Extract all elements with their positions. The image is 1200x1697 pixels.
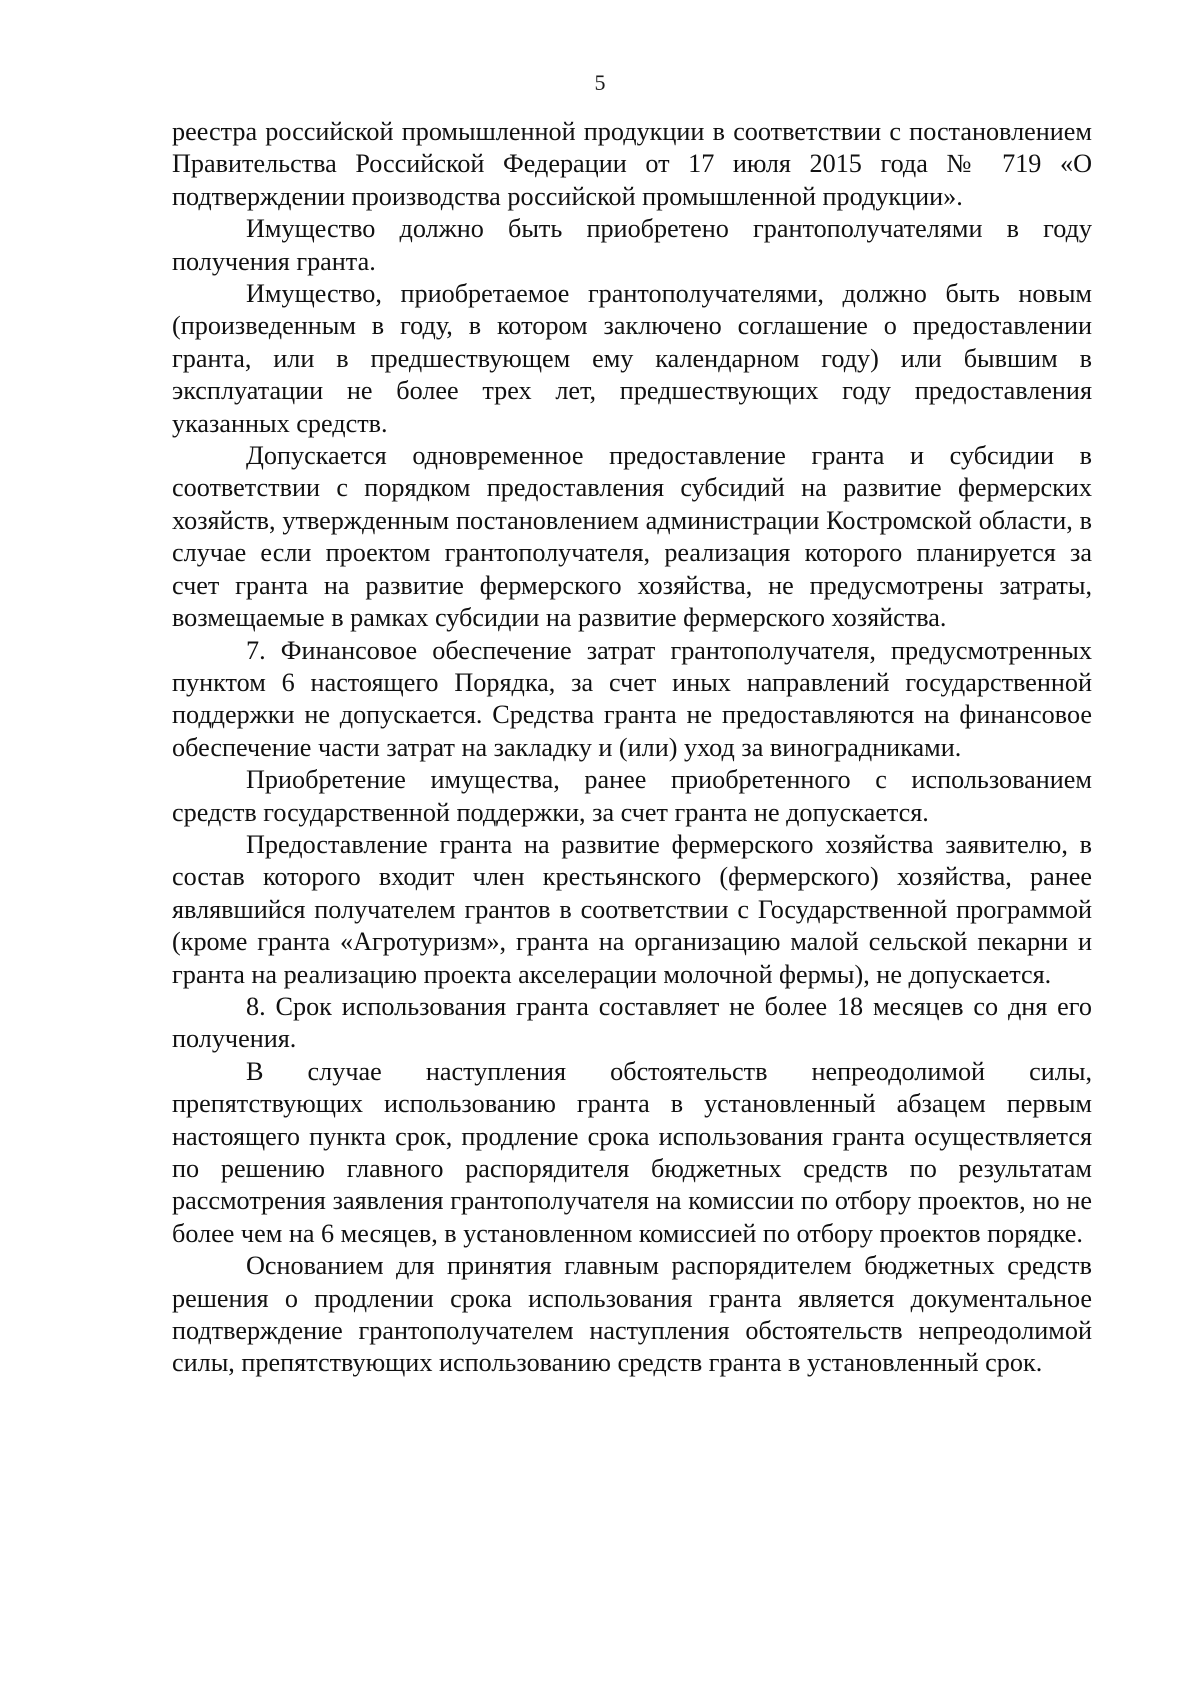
paragraph-registry-continuation: реестра российской промышленной продукции в соответствии с постановлением Правительства Российской Федерации от 17 июля 2015 года № 719 «О подтверждении производства российской промышленной продукции».: [172, 117, 1092, 211]
paragraph-extension-basis: Основанием для принятия главным распорядителем бюджетных средств решения о продлении срока использования гранта является документальное подтверждение грантополучателем наступления обстоятельств непреодолимой силы, препятствующих использованию средств гранта в установленный срок.: [172, 1251, 1092, 1378]
paragraph-simultaneous-grant: Допускается одновременное предоставление гранта и субсидии в соответствии с порядком предоставления субсидий на развитие фермерских хозяйств, утвержденным постановлением администрации Костромской области, в случае если проектом грантополучателя, реализация которого планируется за счет гранта на развитие фермерского хозяйства, не предусмотрены затраты, возмещаемые в рамках субсидии на развитие фермерского хозяйства.: [172, 441, 1092, 633]
paragraph-item-7: 7. Финансовое обеспечение затрат грантополучателя, предусмотренных пунктом 6 настоящего Порядка, за счет иных направлений государственной поддержки не допускается. Средства гранта не предоставляются на финансовое обеспечение части затрат на закладку и (или) уход за виноградниками.: [172, 635, 1092, 762]
paragraph-property-new: Имущество, приобретаемое грантополучателями, должно быть новым (произведенным в году, в котором заключено соглашение о предоставлении гранта, или в предшествующем ему календарном году) или бывшим в эксплуатации не более трех лет, предшествующих году предоставления указанных средств.: [172, 279, 1092, 438]
paragraph-force-majeure: В случае наступления обстоятельств непреодолимой силы, препятствующих использованию гранта в установленный абзацем первым настоящего пункта срок, продление срока использования гранта осуществляется по решению главного распорядителя бюджетных средств по результатам рассмотрения заявления грантополучателя на комиссии по отбору проектов, но не более чем на 6 месяцев, в установленном комиссией по отбору проектов порядке.: [172, 1056, 1092, 1248]
paragraph-acquisition-year: Имущество должно быть приобретено грантополучателями в году получения гранта.: [172, 214, 1092, 276]
paragraph-prior-recipient: Предоставление гранта на развитие фермерского хозяйства заявителю, в состав которого входит член крестьянского (фермерского) хозяйства, ранее являвшийся получателем грантов в соответствии с Государственной программой (кроме гранта «Агротуризм», гранта на организацию малой сельской пекарни и гранта на реализацию проекта акселерации молочной фермы), не допускается.: [172, 829, 1092, 989]
paragraph-prior-support: Приобретение имущества, ранее приобретенного с использованием средств государственной поддержки, за счет гранта не допускается.: [172, 765, 1092, 827]
document-body: [172, 116, 1092, 1380]
page-number: 5: [594, 70, 606, 95]
paragraph-item-8: 8. Срок использования гранта составляет не более 18 месяцев со дня его получения.: [172, 991, 1092, 1054]
